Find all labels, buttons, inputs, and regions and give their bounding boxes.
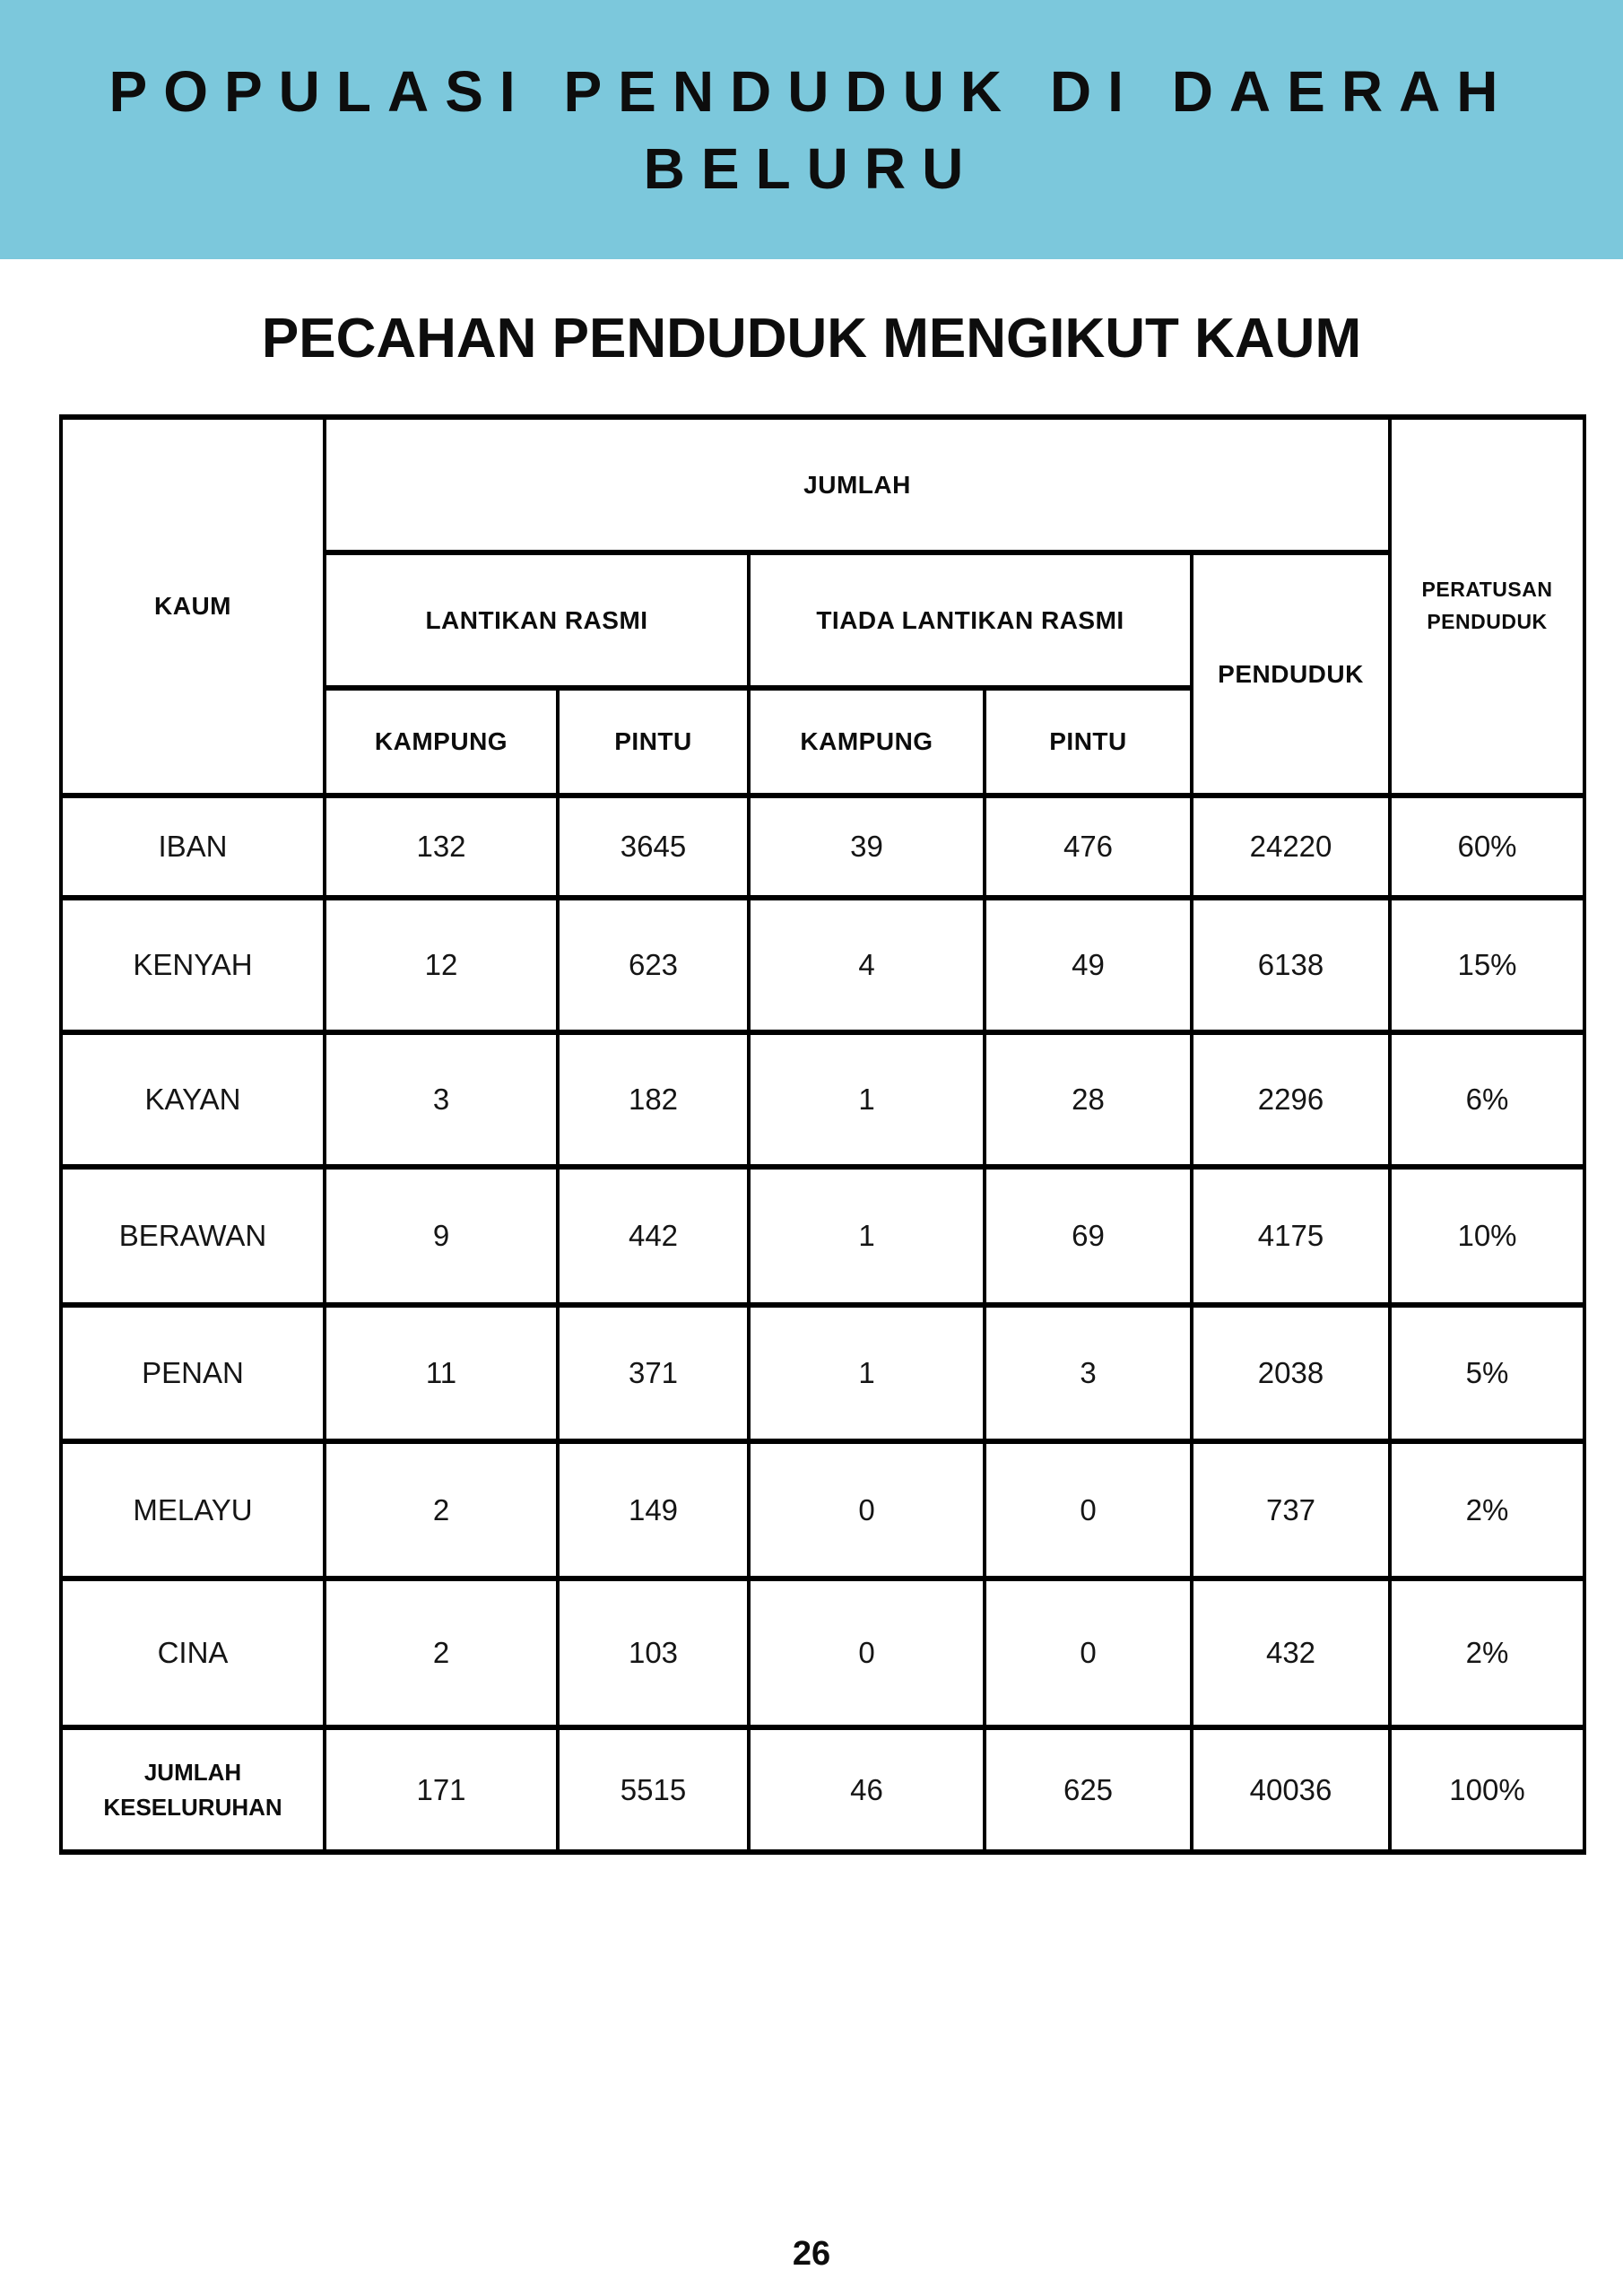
cell-tlr-kampung: 46	[749, 1727, 985, 1852]
header-kampung-tiada: KAMPUNG	[749, 688, 985, 796]
cell-kaum: CINA	[61, 1578, 325, 1727]
cell-tlr-kampung: 1	[749, 1305, 985, 1441]
cell-tlr-pintu: 0	[985, 1578, 1192, 1727]
cell-kaum: KAYAN	[61, 1032, 325, 1167]
cell-penduduk: 4175	[1192, 1167, 1390, 1305]
cell-tlr-pintu: 28	[985, 1032, 1192, 1167]
cell-tlr-pintu: 0	[985, 1441, 1192, 1578]
cell-peratusan: 2%	[1390, 1578, 1584, 1727]
cell-kaum: KENYAH	[61, 898, 325, 1032]
section-title: PECAHAN PENDUDUK MENGIKUT KAUM	[261, 308, 1362, 370]
cell-lr-pintu: 149	[558, 1441, 749, 1578]
header-jumlah: JUMLAH	[325, 417, 1390, 552]
cell-peratusan: 100%	[1390, 1727, 1584, 1852]
table-row	[61, 1305, 1584, 1441]
cell-kaum: PENAN	[61, 1305, 325, 1441]
table-row	[61, 1032, 1584, 1167]
cell-tlr-kampung: 4	[749, 898, 985, 1032]
cell-lr-pintu: 103	[558, 1578, 749, 1727]
cell-lr-kampung: 132	[325, 796, 558, 898]
cell-penduduk: 2038	[1192, 1305, 1390, 1441]
cell-penduduk: 6138	[1192, 898, 1390, 1032]
total-row	[61, 1727, 1584, 1852]
cell-peratusan: 5%	[1390, 1305, 1584, 1441]
header-kampung-lantikan: KAMPUNG	[325, 688, 558, 796]
cell-tlr-pintu: 476	[985, 796, 1192, 898]
cell-tlr-pintu: 69	[985, 1167, 1192, 1305]
cell-penduduk: 24220	[1192, 796, 1390, 898]
table-row	[61, 898, 1584, 1032]
cell-peratusan: 6%	[1390, 1032, 1584, 1167]
header-kaum: KAUM	[61, 417, 325, 796]
cell-peratusan: 15%	[1390, 898, 1584, 1032]
cell-lr-pintu: 371	[558, 1305, 749, 1441]
cell-tlr-kampung: 0	[749, 1441, 985, 1578]
banner	[0, 0, 1623, 259]
header-tiada-lantikan-rasmi: TIADA LANTIKAN RASMI	[749, 552, 1192, 688]
cell-tlr-pintu: 625	[985, 1727, 1192, 1852]
cell-penduduk: 432	[1192, 1578, 1390, 1727]
cell-lr-kampung: 9	[325, 1167, 558, 1305]
banner-title-line2: BELURU	[643, 135, 980, 201]
cell-peratusan: 60%	[1390, 796, 1584, 898]
header-peratusan-penduduk: PERATUSAN PENDUDUK	[1390, 417, 1584, 796]
cell-lr-pintu: 182	[558, 1032, 749, 1167]
cell-lr-kampung: 3	[325, 1032, 558, 1167]
cell-kaum: BERAWAN	[61, 1167, 325, 1305]
cell-lr-kampung: 11	[325, 1305, 558, 1441]
banner-title-line1: POPULASI PENDUDUK DI DAERAH	[108, 58, 1515, 124]
cell-lr-kampung: 12	[325, 898, 558, 1032]
header-penduduk: PENDUDUK	[1192, 552, 1390, 796]
table-row	[61, 1441, 1584, 1578]
cell-lr-pintu: 623	[558, 898, 749, 1032]
cell-tlr-kampung: 0	[749, 1578, 985, 1727]
cell-lr-kampung: 2	[325, 1578, 558, 1727]
header-row-1	[61, 417, 1584, 552]
cell-lr-kampung: 171	[325, 1727, 558, 1852]
cell-tlr-kampung: 1	[749, 1167, 985, 1305]
cell-tlr-kampung: 1	[749, 1032, 985, 1167]
header-pintu-tiada: PINTU	[985, 688, 1192, 796]
table-row	[61, 796, 1584, 898]
cell-peratusan: 2%	[1390, 1441, 1584, 1578]
cell-tlr-pintu: 49	[985, 898, 1192, 1032]
cell-lr-pintu: 3645	[558, 796, 749, 898]
population-table	[59, 414, 1586, 1855]
cell-tlr-pintu: 3	[985, 1305, 1192, 1441]
cell-penduduk: 40036	[1192, 1727, 1390, 1852]
page-number: 26	[792, 2235, 831, 2273]
cell-kaum: MELAYU	[61, 1441, 325, 1578]
header-lantikan-rasmi: LANTIKAN RASMI	[325, 552, 749, 688]
cell-tlr-kampung: 39	[749, 796, 985, 898]
cell-peratusan: 10%	[1390, 1167, 1584, 1305]
cell-kaum: IBAN	[61, 796, 325, 898]
table-row	[61, 1167, 1584, 1305]
cell-lr-kampung: 2	[325, 1441, 558, 1578]
cell-lr-pintu: 442	[558, 1167, 749, 1305]
cell-penduduk: 2296	[1192, 1032, 1390, 1167]
cell-kaum: JUMLAH KESELURUHAN	[61, 1727, 325, 1852]
cell-lr-pintu: 5515	[558, 1727, 749, 1852]
header-pintu-lantikan: PINTU	[558, 688, 749, 796]
table-row	[61, 1578, 1584, 1727]
cell-penduduk: 737	[1192, 1441, 1390, 1578]
